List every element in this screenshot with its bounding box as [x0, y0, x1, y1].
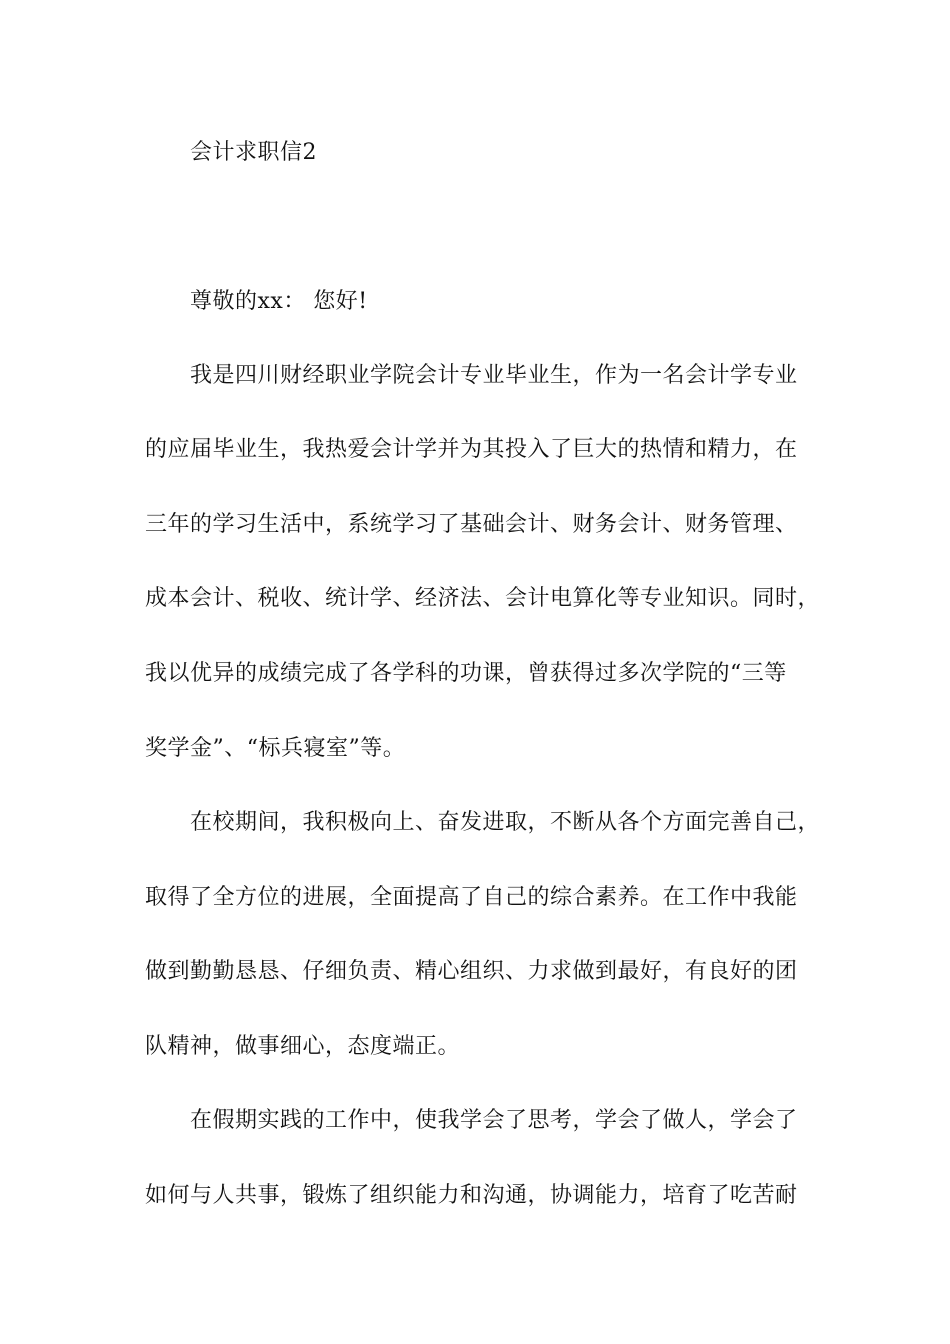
paragraph-line: 我以优异的成绩完成了各学科的功课，曾获得过多次学院的“三等 [145, 661, 787, 686]
paragraph-line: 在校期间，我积极向上、奋发进取，不断从各个方面完善自己， [190, 810, 821, 835]
paragraph-line: 成本会计、税收、统计学、经济法、会计电算化等专业知识。同时， [145, 586, 821, 611]
paragraph-line: 如何与人共事，锻炼了组织能力和沟通，协调能力，培育了吃苦耐 [145, 1183, 798, 1208]
paragraph-line: 三年的学习生活中，系统学习了基础会计、财务会计、财务管理、 [145, 512, 798, 537]
paragraph-line: 取得了全方位的进展，全面提高了自己的综合素养。在工作中我能 [145, 885, 798, 910]
document-title: 会计求职信2 [190, 140, 317, 165]
paragraph-line: 在假期实践的工作中，使我学会了思考，学会了做人，学会了 [190, 1108, 798, 1133]
paragraph-line: 做到勤勤恳恳、仔细负责、精心组织、力求做到最好，有良好的团 [145, 959, 798, 984]
paragraph-line: 队精神，做事细心，态度端正。 [145, 1034, 461, 1059]
paragraph-line: 我是四川财经职业学院会计专业毕业生，作为一名会计学专业 [190, 363, 798, 388]
greeting-line: 尊敬的xx： 您好! [190, 289, 368, 314]
paragraph-line: 奖学金”、“标兵寝室”等。 [145, 736, 406, 761]
paragraph-line: 的应届毕业生，我热爱会计学并为其投入了巨大的热情和精力，在 [145, 437, 798, 462]
